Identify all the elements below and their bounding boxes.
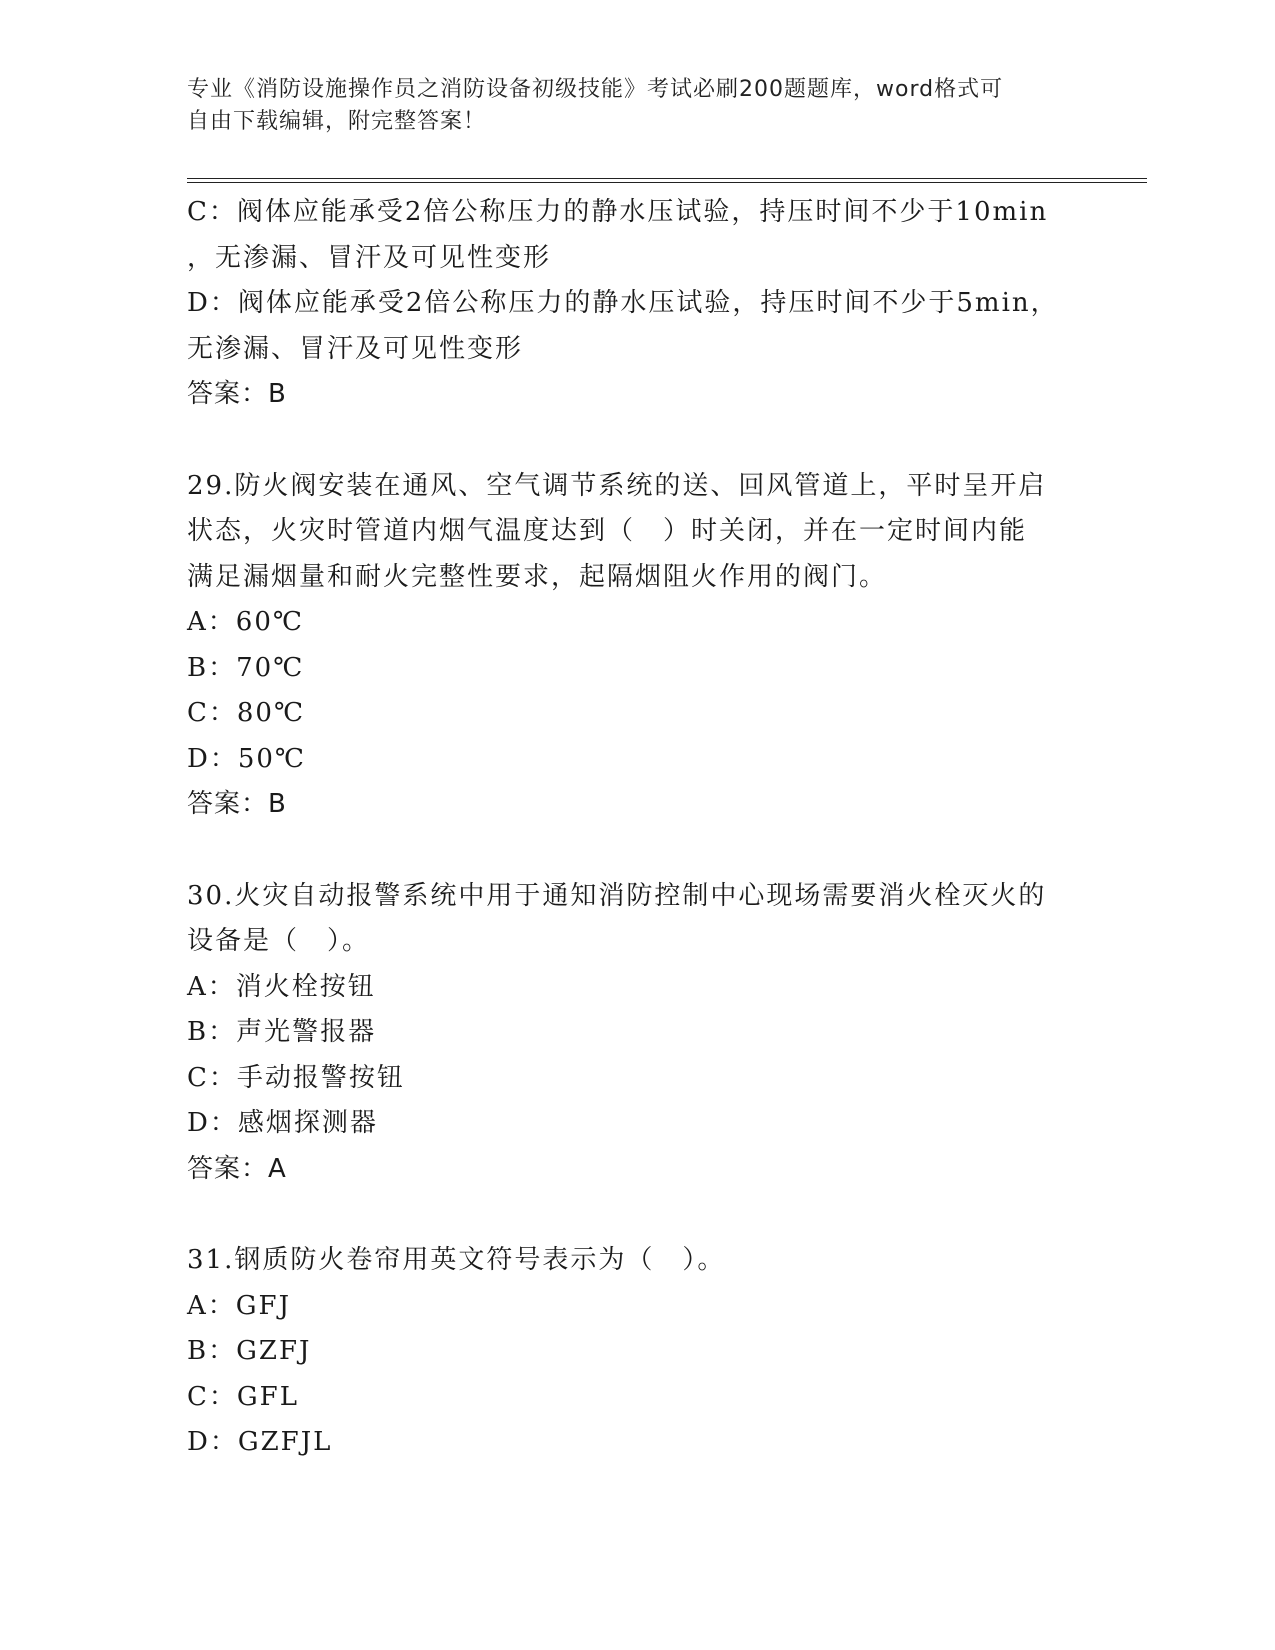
question-stem-continued: 设备是（ ）。 [187,926,371,956]
option-d: D：阀体应能承受2倍公称压力的静水压试验，持压时间不少于5min， [187,288,1059,318]
option-c: C：手动报警按钮 [187,1062,405,1093]
question-stem-continued: 满足漏烟量和耐火完整性要求，起隔烟阻火作用的阀门。 [187,561,888,592]
question-30 [187,874,1087,1193]
question-stem: 29.防火阀安装在通风、空气调节系统的送、回风管道上，平时呈开启 [187,470,1047,501]
option-d: D：感烟探测器 [187,1108,378,1138]
question-31 [187,1238,1087,1466]
answer-label: 答案：B [187,789,287,819]
question-stem: 30.火灾自动报警系统中用于通知消防控制中心现场需要消火栓灭火的 [187,880,1047,911]
option-c-continued: ，无渗漏、冒汗及可见性变形 [187,242,552,273]
header-line-1: 专业《消防设施操作员之消防设备初级技能》考试必刷200题题库，word格式可 [187,77,1004,102]
answer-label: 答案：B [187,379,287,409]
option-b: B：声光警报器 [187,1017,377,1047]
option-a: A：60℃ [187,607,304,637]
option-c: C：80℃ [187,698,306,728]
question-29 [187,464,1087,828]
question-stem: 31.钢质防火卷帘用英文符号表示为（ ）。 [187,1245,726,1275]
option-b: B：70℃ [187,652,305,683]
document-header [187,74,1087,138]
option-c: C：GFL [187,1381,299,1412]
option-d: D：GZFJL [187,1427,333,1457]
spacer [187,1192,1087,1238]
option-a: A：GFJ [187,1290,292,1321]
option-d-continued: 无渗漏、冒汗及可见性变形 [187,333,524,364]
question-28-continued [187,190,1087,418]
option-d: D：50℃ [187,743,307,774]
spacer [187,828,1087,874]
option-a: A：消火栓按钮 [187,971,376,1002]
spacer [187,418,1087,464]
header-line-2: 自由下载编辑，附完整答案！ [187,109,487,134]
option-b: B：GZFJ [187,1336,312,1366]
question-list [187,190,1087,1466]
question-stem-continued: 状态，火灾时管道内烟气温度达到（ ）时关闭，并在一定时间内能 [187,516,1028,546]
header-double-rule [187,178,1147,183]
answer-label: 答案：A [187,1153,287,1184]
option-c: C：阀体应能承受2倍公称压力的静水压试验，持压时间不少于10min [187,197,1049,227]
